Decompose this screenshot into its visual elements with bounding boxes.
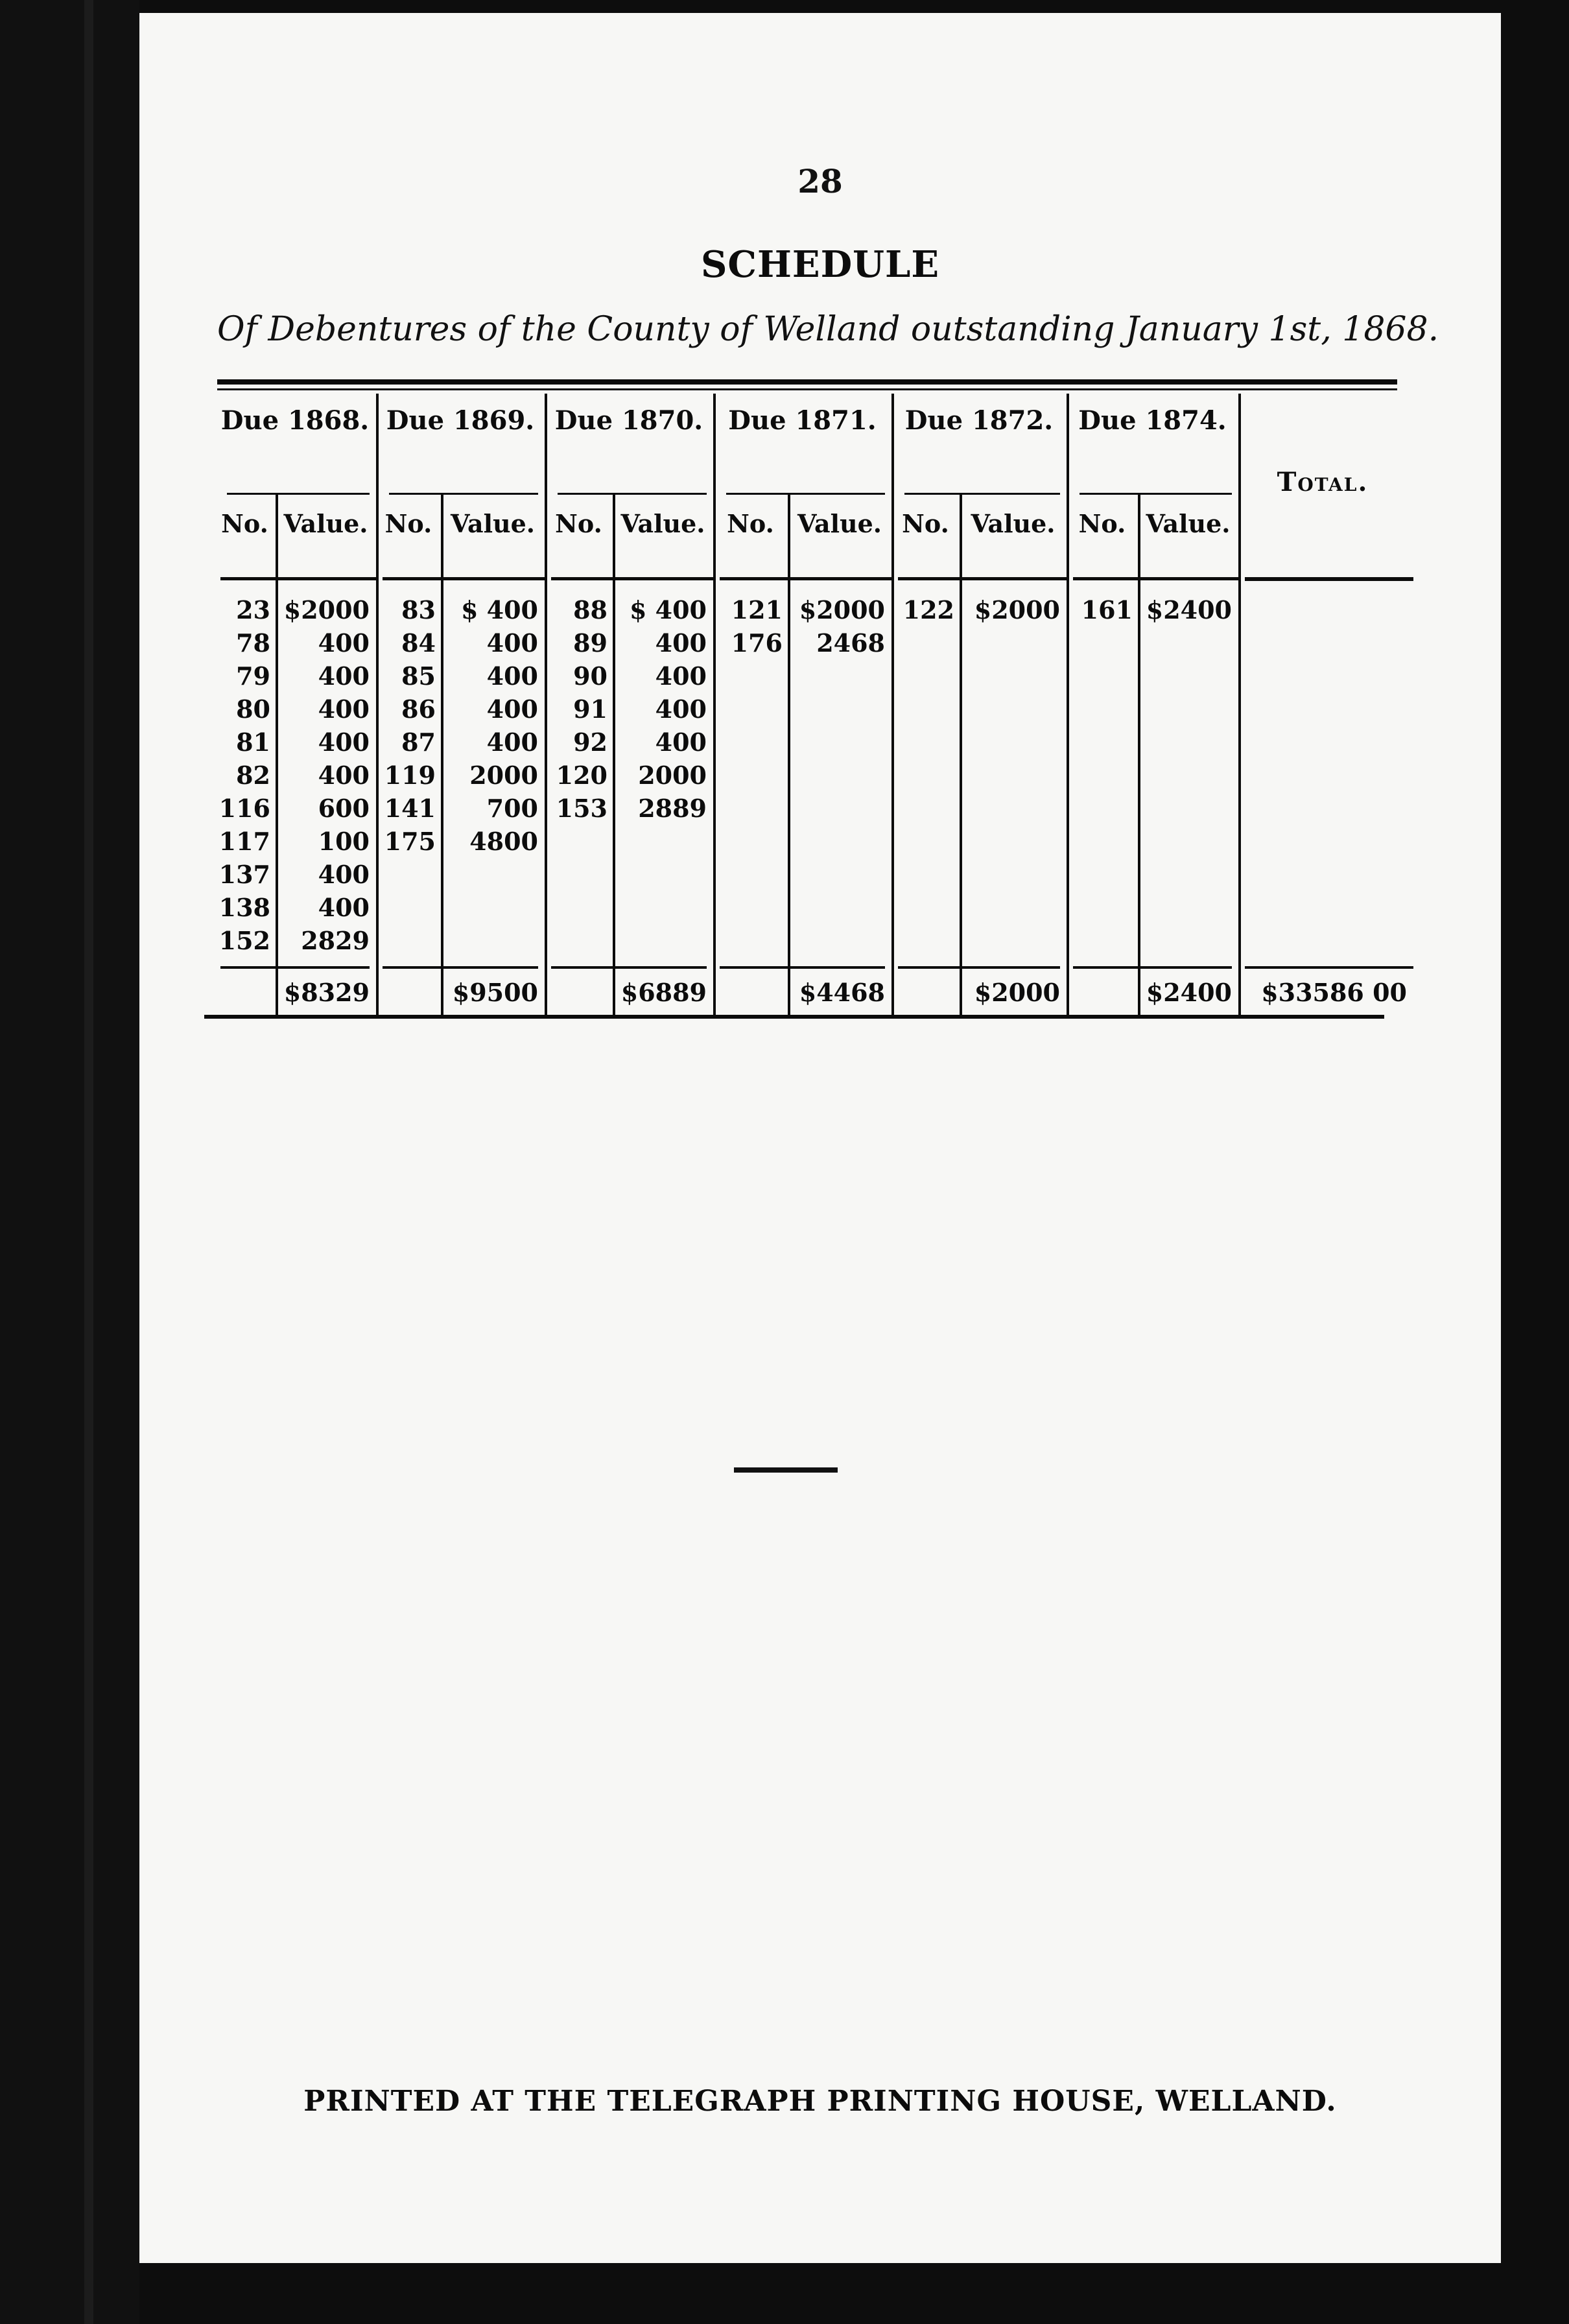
value-header: Value. [797,509,882,538]
debenture-number: 81 [236,728,270,757]
debenture-value: 100 [318,827,370,856]
debenture-value: 400 [318,661,370,691]
no-header: No. [221,509,268,538]
debenture-value: 4800 [469,827,538,856]
data-top-rule [220,577,376,580]
debenture-value: 400 [318,694,370,724]
debenture-value: 400 [655,661,707,691]
column-heading: Due 1870. [554,405,703,436]
table-top-rule [217,379,1397,385]
column-divider [1067,394,1069,1015]
heading-rule [904,493,1060,495]
column-heading: Due 1868. [220,405,370,436]
no-header: No. [902,509,949,538]
debenture-number: 122 [902,595,954,624]
debenture-value: $2000 [974,595,1060,624]
subtotal-rule [220,966,370,969]
document-page [139,13,1501,2263]
debenture-number: 79 [236,661,270,691]
debenture-value: 2000 [638,761,707,790]
debenture-value: 600 [318,794,370,823]
debenture-number: 87 [401,728,436,757]
debenture-value: 400 [486,661,538,691]
heading-rule [227,493,370,495]
debenture-number: 84 [401,628,436,658]
debenture-number: 90 [573,661,608,691]
debenture-number: 91 [573,694,608,724]
total-sum-rule [1245,966,1413,969]
total-header: Total. [1277,467,1369,497]
table-bottom-rule [204,1015,1384,1019]
debenture-number: 153 [556,794,608,823]
value-header: Value. [620,509,705,538]
debenture-number: 86 [401,694,436,724]
value-header: Value. [971,509,1056,538]
debenture-value: 2000 [469,761,538,790]
data-top-rule [383,577,545,580]
separator-dash [734,1467,838,1473]
debenture-value: $2400 [1146,595,1232,624]
data-top-rule [551,577,713,580]
subtotal-rule [1073,966,1232,969]
debenture-number: 23 [236,595,270,624]
subtotal-rule [383,966,538,969]
debenture-value: 400 [318,860,370,889]
debenture-value: 400 [486,728,538,757]
data-top-rule [898,577,1067,580]
no-header: No. [727,509,774,538]
debenture-value: $ 400 [630,595,707,624]
column-heading: Due 1871. [728,405,877,436]
debenture-number: 83 [401,595,436,624]
debenture-number: 82 [236,761,270,790]
grand-total: $33586 00 [1261,978,1407,1007]
debenture-value: 400 [486,694,538,724]
debenture-number: 119 [384,761,436,790]
column-divider [713,394,716,1015]
column-divider [441,493,443,1015]
debenture-number: 85 [401,661,436,691]
value-header: Value. [450,509,536,538]
schedule-title: SCHEDULE [700,243,940,286]
debenture-number: 161 [1081,595,1133,624]
column-heading: Due 1869. [386,405,535,436]
column-divider [613,493,615,1015]
book-binding [0,0,139,2324]
column-divider [276,493,278,1015]
value-header: Value. [1146,509,1231,538]
column-subtotal: $6889 [620,978,707,1007]
table-top-rule-thin [217,388,1397,390]
debenture-number: 80 [236,694,270,724]
debenture-value: 700 [486,794,538,823]
column-subtotal: $4468 [799,978,885,1007]
debenture-value: 2889 [638,794,707,823]
debenture-number: 138 [218,893,270,922]
debenture-number: 121 [731,595,783,624]
schedule-subtitle: Of Debentures of the County of Welland outstanding January 1st, 1868. [217,310,1439,349]
debenture-value: $2000 [283,595,370,624]
column-divider [1138,493,1140,1015]
debenture-value: $ 400 [461,595,538,624]
debenture-number: 78 [236,628,270,658]
data-top-rule [1073,577,1238,580]
total-rule [1245,577,1413,581]
subtotal-rule [898,966,1060,969]
column-subtotal: $8329 [283,978,370,1007]
heading-rule [558,493,707,495]
debenture-value: 400 [318,628,370,658]
no-header: No. [384,509,432,538]
debenture-number: 176 [731,628,783,658]
debenture-number: 89 [573,628,608,658]
no-header: No. [1078,509,1126,538]
page-number: 28 [797,162,843,200]
column-subtotal: $2000 [974,978,1060,1007]
debenture-number: 141 [384,794,436,823]
heading-rule [726,493,885,495]
column-subtotal: $2400 [1146,978,1232,1007]
data-top-rule [720,577,891,580]
column-heading: Due 1872. [904,405,1054,436]
column-divider [891,394,894,1015]
debenture-value: 400 [655,728,707,757]
debenture-value: $2000 [799,595,885,624]
debenture-number: 120 [556,761,608,790]
debenture-number: 92 [573,728,608,757]
heading-rule [1079,493,1232,495]
debenture-value: 400 [318,761,370,790]
debenture-number: 117 [218,827,270,856]
debenture-value: 2468 [816,628,885,658]
debenture-value: 2829 [301,926,370,955]
column-subtotal: $9500 [452,978,538,1007]
heading-rule [389,493,538,495]
column-divider [788,493,790,1015]
value-header: Value. [283,509,368,538]
debenture-number: 175 [384,827,436,856]
debenture-number: 152 [218,926,270,955]
debenture-value: 400 [318,728,370,757]
no-header: No. [555,509,602,538]
debenture-value: 400 [655,628,707,658]
subtotal-rule [720,966,885,969]
debenture-number: 88 [573,595,608,624]
debenture-value: 400 [486,628,538,658]
debenture-value: 400 [655,694,707,724]
printer-imprint: PRINTED AT THE TELEGRAPH PRINTING HOUSE, WELLAND. [303,2085,1337,2118]
column-divider [960,493,962,1015]
debenture-value: 400 [318,893,370,922]
debenture-number: 137 [218,860,270,889]
subtotal-rule [551,966,707,969]
debenture-number: 116 [218,794,270,823]
column-heading: Due 1874. [1078,405,1227,436]
